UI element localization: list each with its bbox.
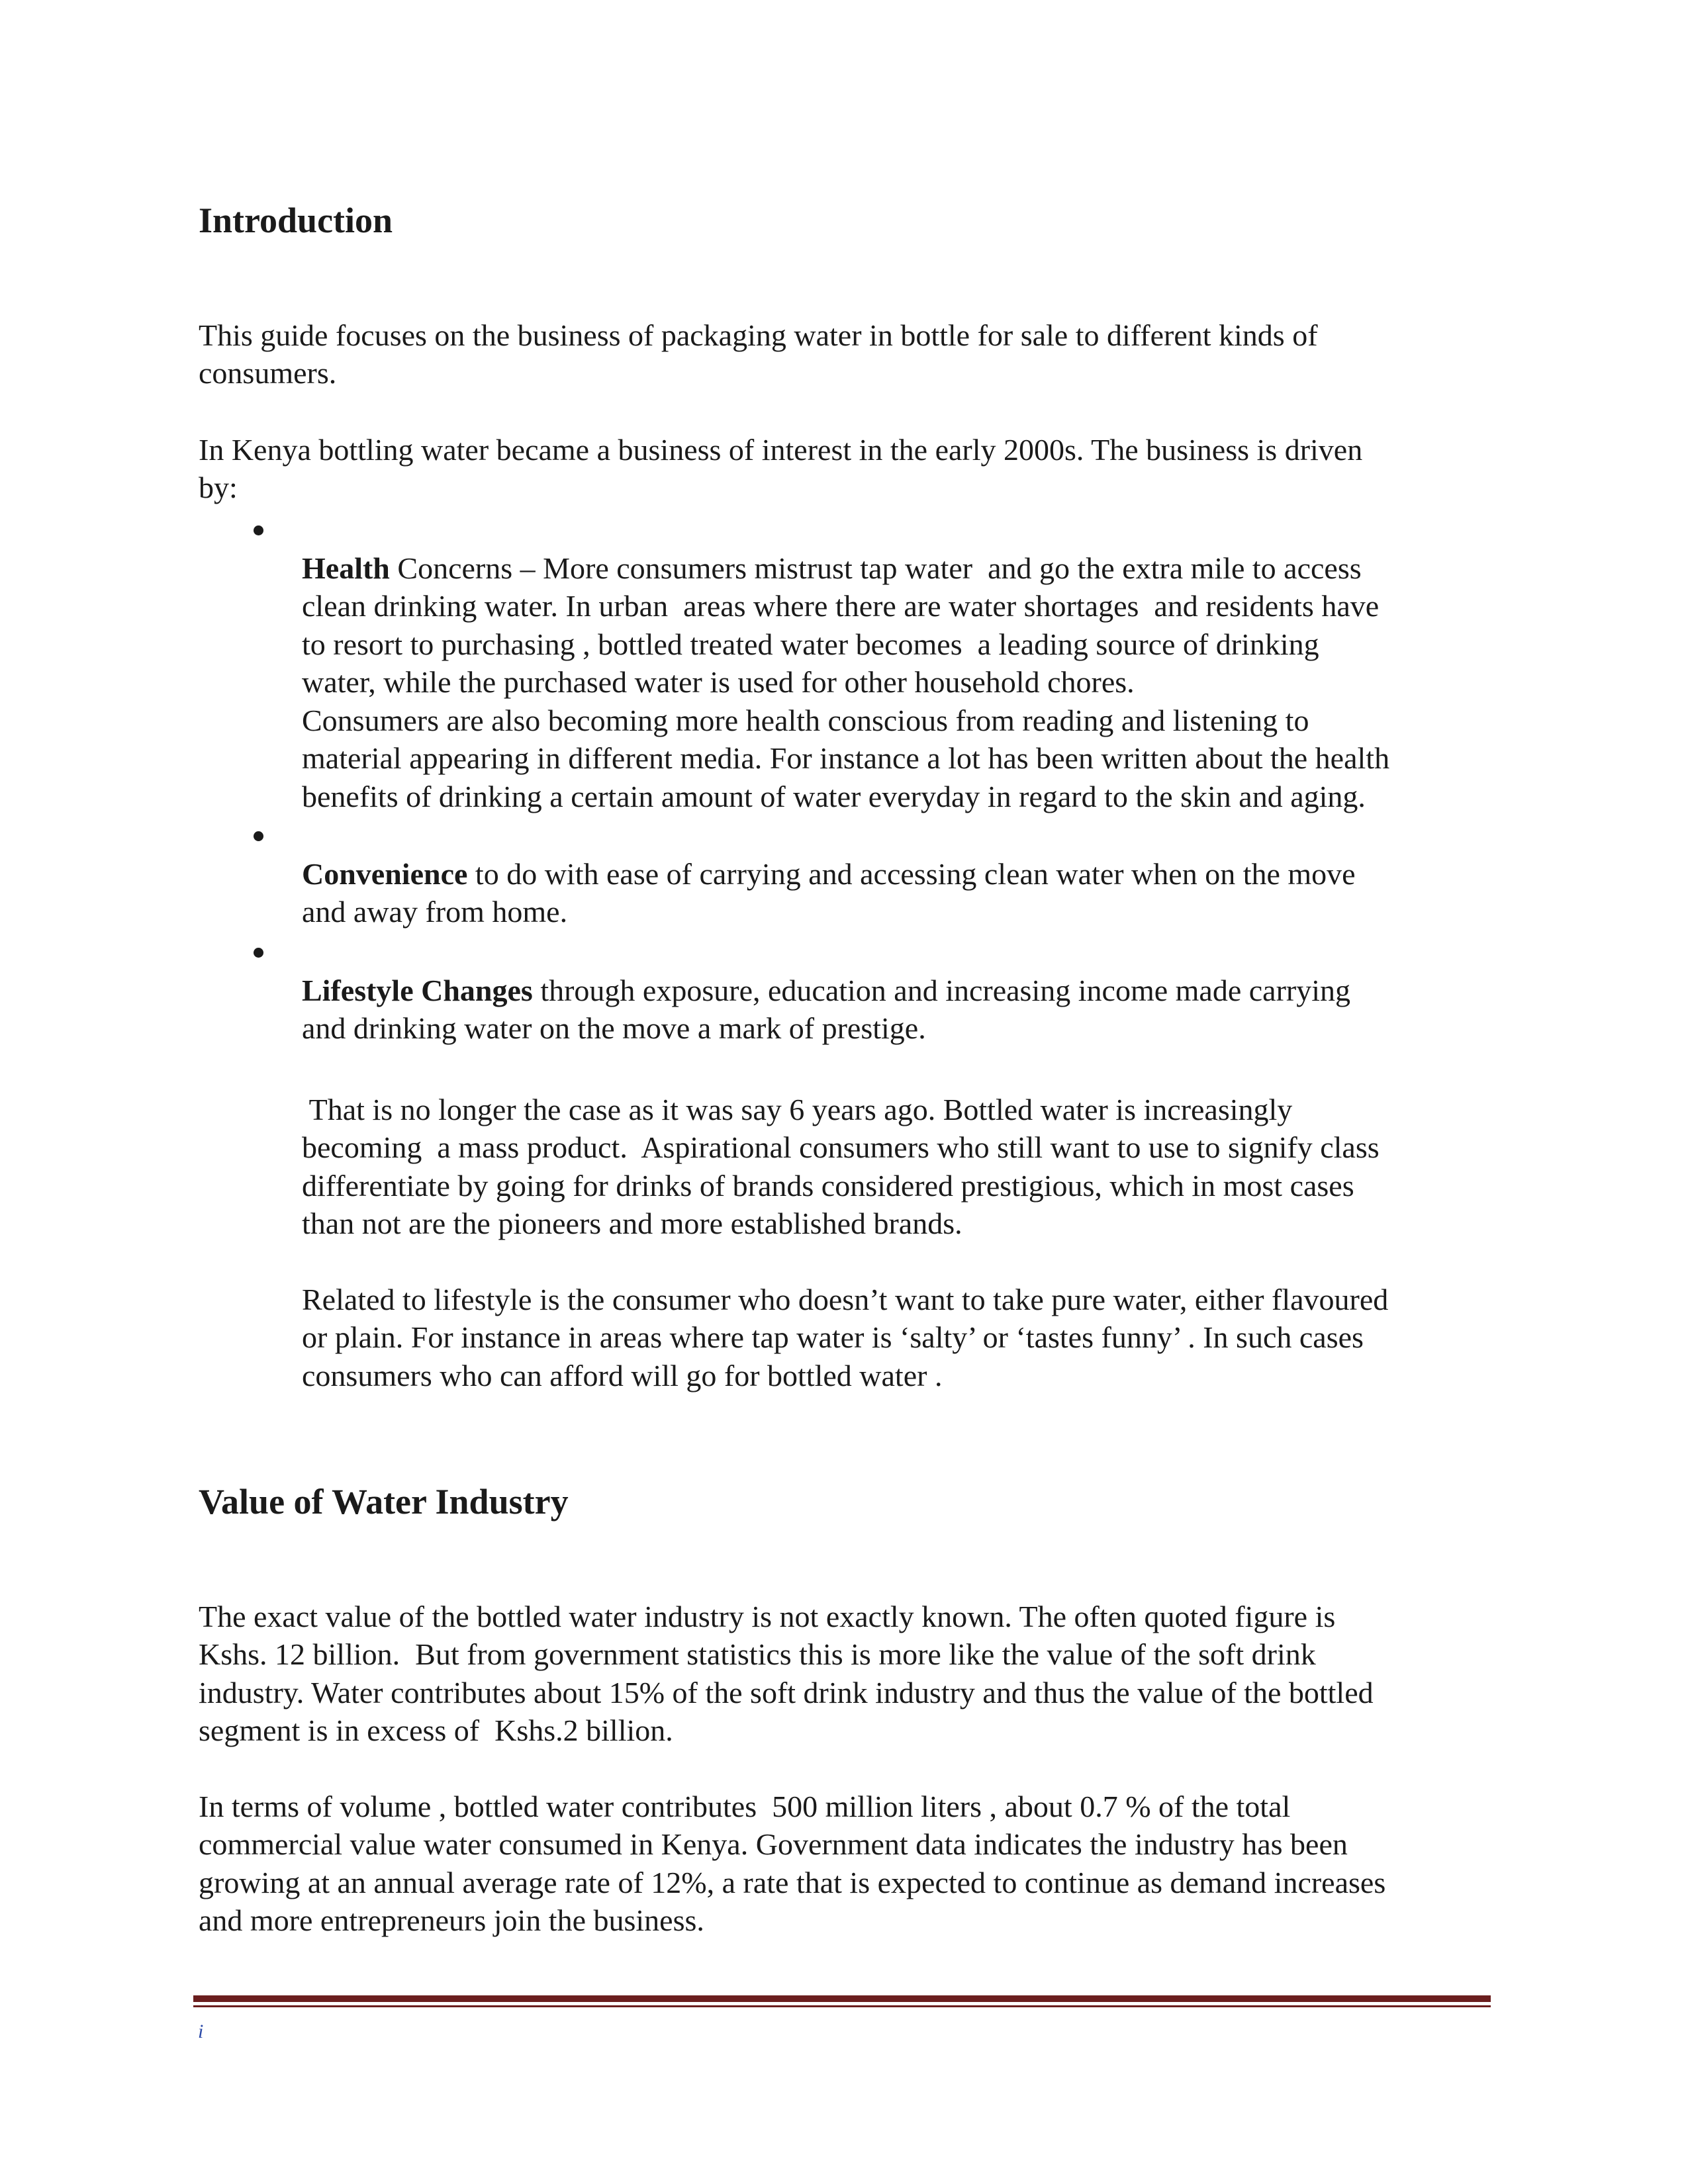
bullet-health-term: Health bbox=[302, 551, 390, 585]
bullet-health-first-line-rest: Concerns – More consumers mistrust tap water and go the extra mile to access bbox=[389, 551, 1362, 585]
intro-heading: Introduction bbox=[199, 201, 393, 240]
lifestyle-paragraph-2 bbox=[302, 1052, 1380, 1243]
text-line: water, while the purchased water is used for other household chores. bbox=[302, 665, 1135, 699]
text-line: material appearing in different media. For instance a lot has been written about the health bbox=[302, 741, 1390, 775]
bullet-lifestyle-first-line-rest: through exposure, education and increasing income made carrying bbox=[532, 973, 1350, 1007]
text-line: Kshs. 12 billion. But from government statistics this is more like the value of the soft drink bbox=[199, 1637, 1316, 1671]
text-line: to resort to purchasing , bottled treated water becomes a leading source of drinking bbox=[302, 627, 1319, 661]
bullet-point bbox=[254, 525, 263, 535]
text-line: industry. Water contributes about 15% of the soft drink industry and thus the value of the bottled bbox=[199, 1675, 1374, 1709]
text-line: by: bbox=[199, 471, 238, 504]
bullet-lifestyle-first-line bbox=[302, 972, 1350, 1010]
bullet-point bbox=[254, 948, 263, 958]
bullet-convenience-first-line bbox=[302, 855, 1356, 893]
bullet-health-first-line bbox=[302, 549, 1389, 588]
text-line: consumers. bbox=[199, 356, 337, 390]
text-line: consumers who can afford will go for bottled water . bbox=[302, 1358, 943, 1392]
bullet-lifestyle-term: Lifestyle Changes bbox=[302, 973, 533, 1007]
intro-paragraph-1 bbox=[199, 278, 1318, 392]
text-line: segment is in excess of Kshs.2 billion. bbox=[199, 1713, 673, 1747]
text-line: or plain. For instance in areas where tap water is ‘salty’ or ‘tastes funny’ . In such cases bbox=[302, 1320, 1364, 1354]
text-line: and more entrepreneurs join the business. bbox=[199, 1903, 704, 1937]
text-line: commercial value water consumed in Kenya. Government data indicates the industry has been bbox=[199, 1827, 1348, 1861]
value-paragraph-2 bbox=[199, 1749, 1385, 1940]
footer-page-mark: i bbox=[198, 2021, 204, 2042]
text-line: differentiate by going for drinks of brands considered prestigious, which in most cases bbox=[302, 1168, 1354, 1203]
text-line: growing at an annual average rate of 12%, a rate that is expected to continue as demand increases bbox=[199, 1865, 1386, 1899]
bullet-convenience-term: Convenience bbox=[302, 856, 468, 891]
text-line: Consumers are also becoming more health conscious from reading and listening to bbox=[302, 703, 1309, 737]
footer-rule-thick bbox=[193, 1995, 1491, 2002]
footer-rule-thin bbox=[193, 2005, 1491, 2007]
text-line: and drinking water on the move a mark of prestige. bbox=[302, 1011, 926, 1045]
value-heading: Value of Water Industry bbox=[199, 1482, 569, 1522]
bullet-lifestyle bbox=[302, 933, 1350, 1048]
text-line: In terms of volume , bottled water contributes 500 million liters , about 0.7 % of the total bbox=[199, 1789, 1291, 1823]
text-line: This guide focuses on the business of packaging water in bottle for sale to different kinds of bbox=[199, 318, 1318, 352]
intro-paragraph-2 bbox=[199, 392, 1362, 507]
bullet-convenience bbox=[302, 817, 1356, 931]
text-line: and away from home. bbox=[302, 895, 568, 929]
bullet-point bbox=[254, 831, 263, 841]
text-line: The exact value of the bottled water industry is not exactly known. The often quoted figure is bbox=[199, 1599, 1336, 1633]
text-line: In Kenya bottling water became a business of interest in the early 2000s. The business is driven bbox=[199, 432, 1363, 467]
bullet-health bbox=[302, 511, 1389, 815]
bullet-convenience-first-line-rest: to do with ease of carrying and accessing clean water when on the move bbox=[467, 856, 1356, 891]
text-line: Related to lifestyle is the consumer who doesn’t want to take pure water, either flavoured bbox=[302, 1282, 1389, 1316]
text-line: becoming a mass product. Aspirational consumers who still want to use to signify class bbox=[302, 1130, 1380, 1164]
text-line: benefits of drinking a certain amount of water everyday in regard to the skin and aging. bbox=[302, 779, 1366, 813]
lifestyle-paragraph-3 bbox=[302, 1242, 1388, 1394]
text-line: That is no longer the case as it was say 6 years ago. Bottled water is increasingly bbox=[302, 1092, 1293, 1126]
value-paragraph-1 bbox=[199, 1559, 1374, 1750]
text-line: clean drinking water. In urban areas where there are water shortages and residents have bbox=[302, 589, 1380, 623]
text-line: than not are the pioneers and more established brands. bbox=[302, 1206, 962, 1240]
